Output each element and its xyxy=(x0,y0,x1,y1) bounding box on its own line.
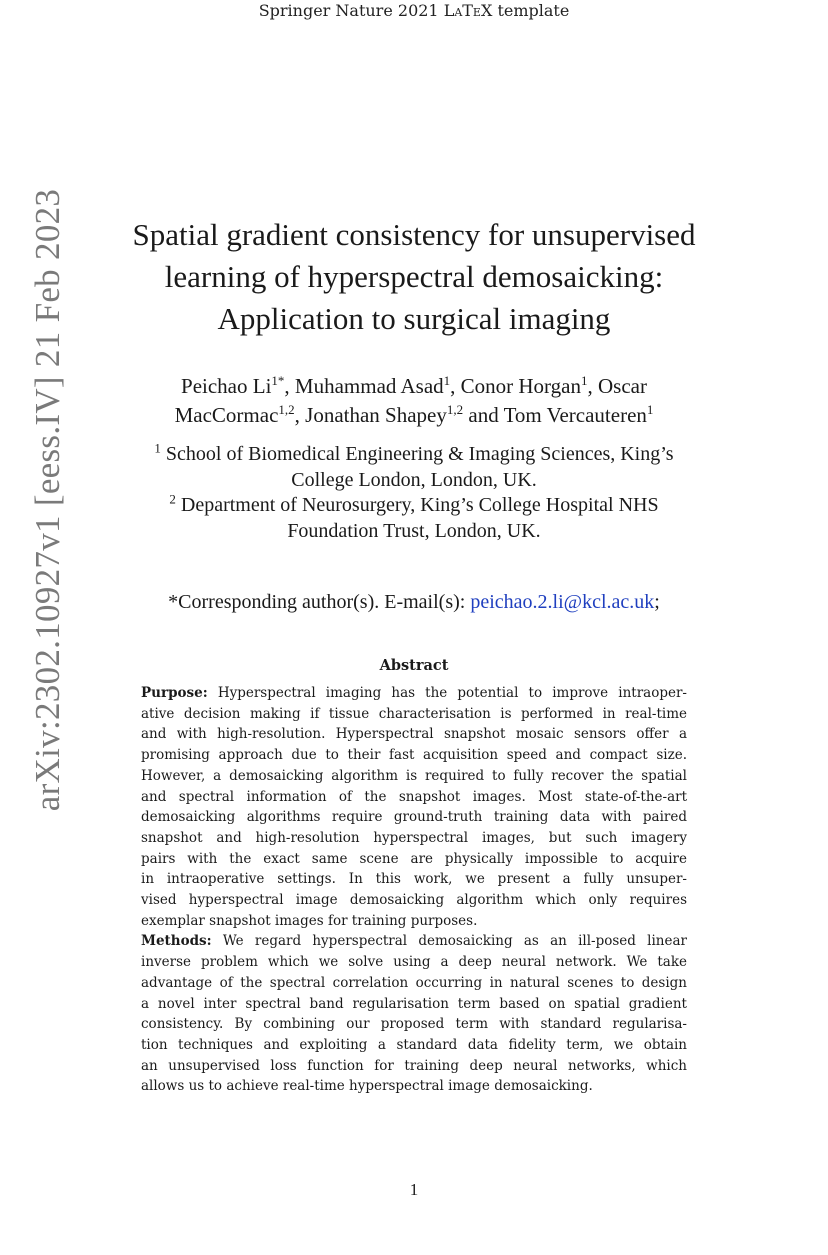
title-line: learning of hyperspectral demosaicking: xyxy=(164,259,664,294)
author-name: , Conor Horgan xyxy=(450,374,581,398)
author-name: and Tom Vercauteren xyxy=(463,403,647,427)
title-line: Application to surgical imaging xyxy=(217,301,611,336)
header-suffix: template xyxy=(492,1,570,20)
purpose-label: Purpose: xyxy=(141,685,208,701)
abstract-line: Methods: We regard hyperspectral demosaicking as an ill-posed linear xyxy=(141,933,687,950)
author-list xyxy=(90,372,738,430)
author-name: , Jonathan Shapey xyxy=(294,403,447,427)
abstract-line: and spectral information of the snapshot images. Most state-of-the-art xyxy=(141,788,687,805)
affiliation-mark: 2 xyxy=(169,491,176,507)
abstract-line: inverse problem which we solve using a deep neural network. We take xyxy=(141,954,687,971)
affiliation-text: College London, London, UK. xyxy=(291,469,537,491)
paper-title xyxy=(90,214,738,340)
corresponding-author xyxy=(90,589,738,615)
header-prefix: Springer Nature 2021 xyxy=(258,1,444,20)
abstract-line: consistency. By combining our proposed term with standard regularisa- xyxy=(141,1016,687,1033)
abstract-body xyxy=(141,683,687,1097)
author-affil-mark: 1,2 xyxy=(278,402,295,417)
arxiv-identifier: arXiv:2302.10927v1 [eess.IV] 21 Feb 2023 xyxy=(28,188,67,812)
abstract-line: in intraoperative settings. In this work, we present a fully unsuper- xyxy=(141,871,687,888)
author-affil-mark: 1 xyxy=(581,373,588,388)
abstract-line: advantage of the spectral correlation occurring in natural scenes to design xyxy=(141,974,687,991)
email-link[interactable]: peichao.2.li@kcl.ac.uk xyxy=(470,591,655,613)
page-number: 1 xyxy=(409,1180,419,1199)
abstract-line: an unsupervised loss function for training deep neural networks, which xyxy=(141,1057,687,1074)
abstract-line: a novel inter spectral band regularisation term based on spatial gradient xyxy=(141,995,687,1012)
abstract-line: and with high-resolution. Hyperspectral snapshot mosaic sensors offer a xyxy=(141,726,687,743)
abstract-line: exemplar snapshot images for training purposes. xyxy=(141,912,478,929)
abstract-line: vised hyperspectral image demosaicking algorithm which only requires xyxy=(141,892,687,909)
affiliation-text: School of Biomedical Engineering & Imaging Sciences, King’s xyxy=(160,443,674,465)
corresponding-trail: ; xyxy=(654,591,660,613)
author-name: , Oscar xyxy=(587,374,647,398)
abstract-heading: Abstract xyxy=(379,657,449,674)
affiliation-text: Foundation Trust, London, UK. xyxy=(287,520,541,542)
affiliation xyxy=(90,441,738,493)
author-affil-mark: 1 xyxy=(443,373,451,388)
abstract-line: tion techniques and exploiting a standard data fidelity term, we obtain xyxy=(141,1036,687,1053)
author-affil-mark: 1* xyxy=(271,373,285,388)
abstract-line: snapshot and high-resolution hyperspectral images, but such imagery xyxy=(141,829,687,846)
abstract-line: Purpose: Hyperspectral imaging has the potential to improve intraoper- xyxy=(141,685,687,701)
affiliation-text: Department of Neurosurgery, King’s College Hospital NHS xyxy=(175,494,659,516)
abstract-line: promising approach due to their fast acquisition speed and compact size. xyxy=(141,747,687,764)
author-name: , Muhammad Asad xyxy=(284,374,444,398)
abstract-line: allows us to achieve real-time hyperspectral image demosaicking. xyxy=(141,1078,593,1095)
abstract-line: However, a demosaicking algorithm is required to fully recover the spatial xyxy=(141,767,687,784)
author-name: MacCormac xyxy=(174,403,279,427)
author-name: Peichao Li xyxy=(181,374,272,398)
header-latex: LaTeX xyxy=(443,1,493,20)
abstract-line: demosaicking algorithms require ground-truth training data with paired xyxy=(141,809,687,826)
affiliation-mark: 1 xyxy=(154,440,161,456)
arxiv-sidebar xyxy=(18,160,78,840)
author-affil-mark: 1 xyxy=(646,402,654,417)
abstract-line: ative decision making if tissue characterisation is performed in real-time xyxy=(141,705,687,722)
methods-label: Methods: xyxy=(141,933,212,950)
author-affil-mark: 1,2 xyxy=(446,402,464,417)
running-header xyxy=(0,0,828,22)
corresponding-label: *Corresponding author(s). E-mail(s): xyxy=(168,591,471,613)
abstract-line: pairs with the exact same scene are physically impossible to acquire xyxy=(141,850,687,867)
affiliation xyxy=(90,492,738,544)
title-line: Spatial gradient consistency for unsupervised xyxy=(132,217,696,252)
